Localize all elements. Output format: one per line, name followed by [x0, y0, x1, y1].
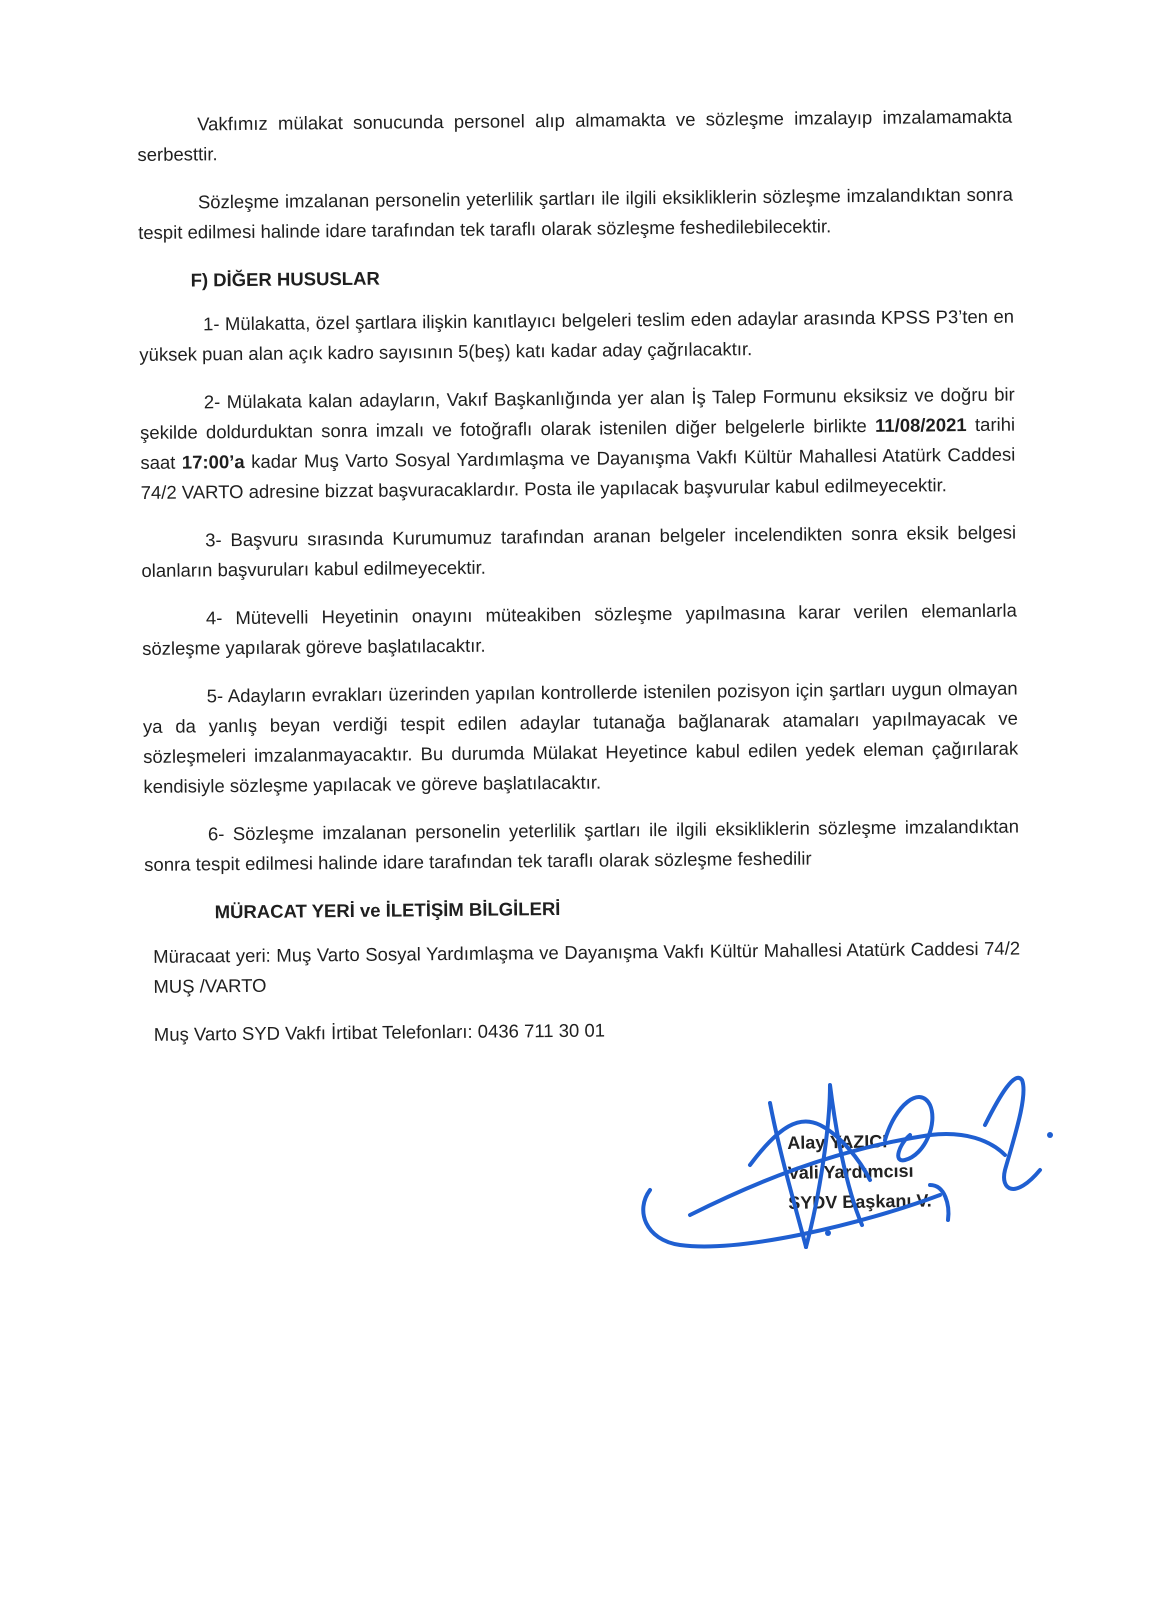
- section-f-item-1: 1- Mülakatta, özel şartlara ilişkin kanıtlayıcı belgeleri teslim eden adaylar arasında KPSS P3’ten en yüksek puan alan açık kadro sayısının 5(beş) katı kadar aday çağrılacaktır.: [139, 305, 1015, 365]
- deadline-date: 11/08/2021: [874, 414, 967, 436]
- section-f-item-4: 4- Mütevelli Heyetinin onayını müteakiben sözleşme yapılmasına karar verilen elemanlarla sözleşme yapılarak göreve başlatılacaktır.: [142, 599, 1017, 659]
- section-f-heading: F) DİĞER HUSUSLAR: [190, 267, 380, 291]
- contact-heading: MÜRACAT YERİ ve İLETİŞİM BİLGİLERİ: [214, 897, 561, 923]
- deadline-time: 17:00’a: [181, 450, 245, 473]
- section-f-item-5: 5- Adayların evrakları üzerinden yapılan kontrollerde istenilen pozisyon için şartları uygun olmayan ya da yanlış beyan verdiği tespit edilen adaylar tutanağa bağlanarak atamaları yapılmayacak ve sözleşmeleri imzalanmayacaktır. Bu durumda Mülakat Heyetince kabul edilen yedek eleman çağırılarak kendisiyle sözleşme yapılacak ve göreve başlatılacaktır.: [142, 677, 1019, 797]
- section-f-item-3: 3- Başvuru sırasında Kurumumuz tarafından aranan belgeler incelendikten sonra eksik belgesi olanların başvuruları kabul edilmeyecektir.: [141, 521, 1017, 581]
- intro-paragraph-1: Vakfımız mülakat sonucunda personel alıp almamakta ve sözleşme imzalayıp imzalamamakta serbesttir.: [137, 105, 1013, 165]
- handwritten-signature: [630, 1065, 1060, 1265]
- section-f-item-2: 2- Mülakata kalan adayların, Vakıf Başkanlığında yer alan İş Talep Formunu eksiksiz ve doğru bir şekilde doldurduktan sonra imzalı ve fotoğraflı olarak istenilen diğer belgelerle birlikte 11/08/2021 tarihi saat 17:00’a kadar Muş Varto Sosyal Yardımlaşma ve Dayanışma Vakfı Kültür Mahallesi Atatürk Caddesi 74/2 VARTO adresine bizzat başvuracaklardır. Posta ile yapılacak başvurular kabul edilmeyecektir.: [139, 383, 1016, 503]
- signatory-name: Alay YAZICI: [787, 1131, 888, 1153]
- signatory-role: SYDV Başkanı V.: [788, 1190, 932, 1213]
- intro-paragraph-2: Sözleşme imzalanan personelin yeterlilik şartları ile ilgili eksikliklerin sözleşme imzalandıktan sonra tespit edilmesi halinde idare tarafından tek taraflı olarak sözleşme feshedilebilecektir.: [138, 183, 1013, 243]
- contact-address: Müracaat yeri: Muş Varto Sosyal Yardımlaşma ve Dayanışma Vakfı Kültür Mahallesi Atatürk Caddesi 74/2 MUŞ /VARTO: [153, 937, 1021, 997]
- contact-phone: Muş Varto SYD Vakfı İrtibat Telefonları: 0436 711 30 01: [153, 1019, 606, 1045]
- signatory-title: Vali Yardımcısı: [787, 1160, 914, 1183]
- section-f-item-6: 6- Sözleşme imzalanan personelin yeterlilik şartları ile ilgili eksikliklerin sözleşme imzalandıktan sonra tespit edilmesi halinde idare tarafından tek taraflı olarak sözleşme feshedilir: [144, 815, 1020, 875]
- document-body: [137, 102, 1021, 1068]
